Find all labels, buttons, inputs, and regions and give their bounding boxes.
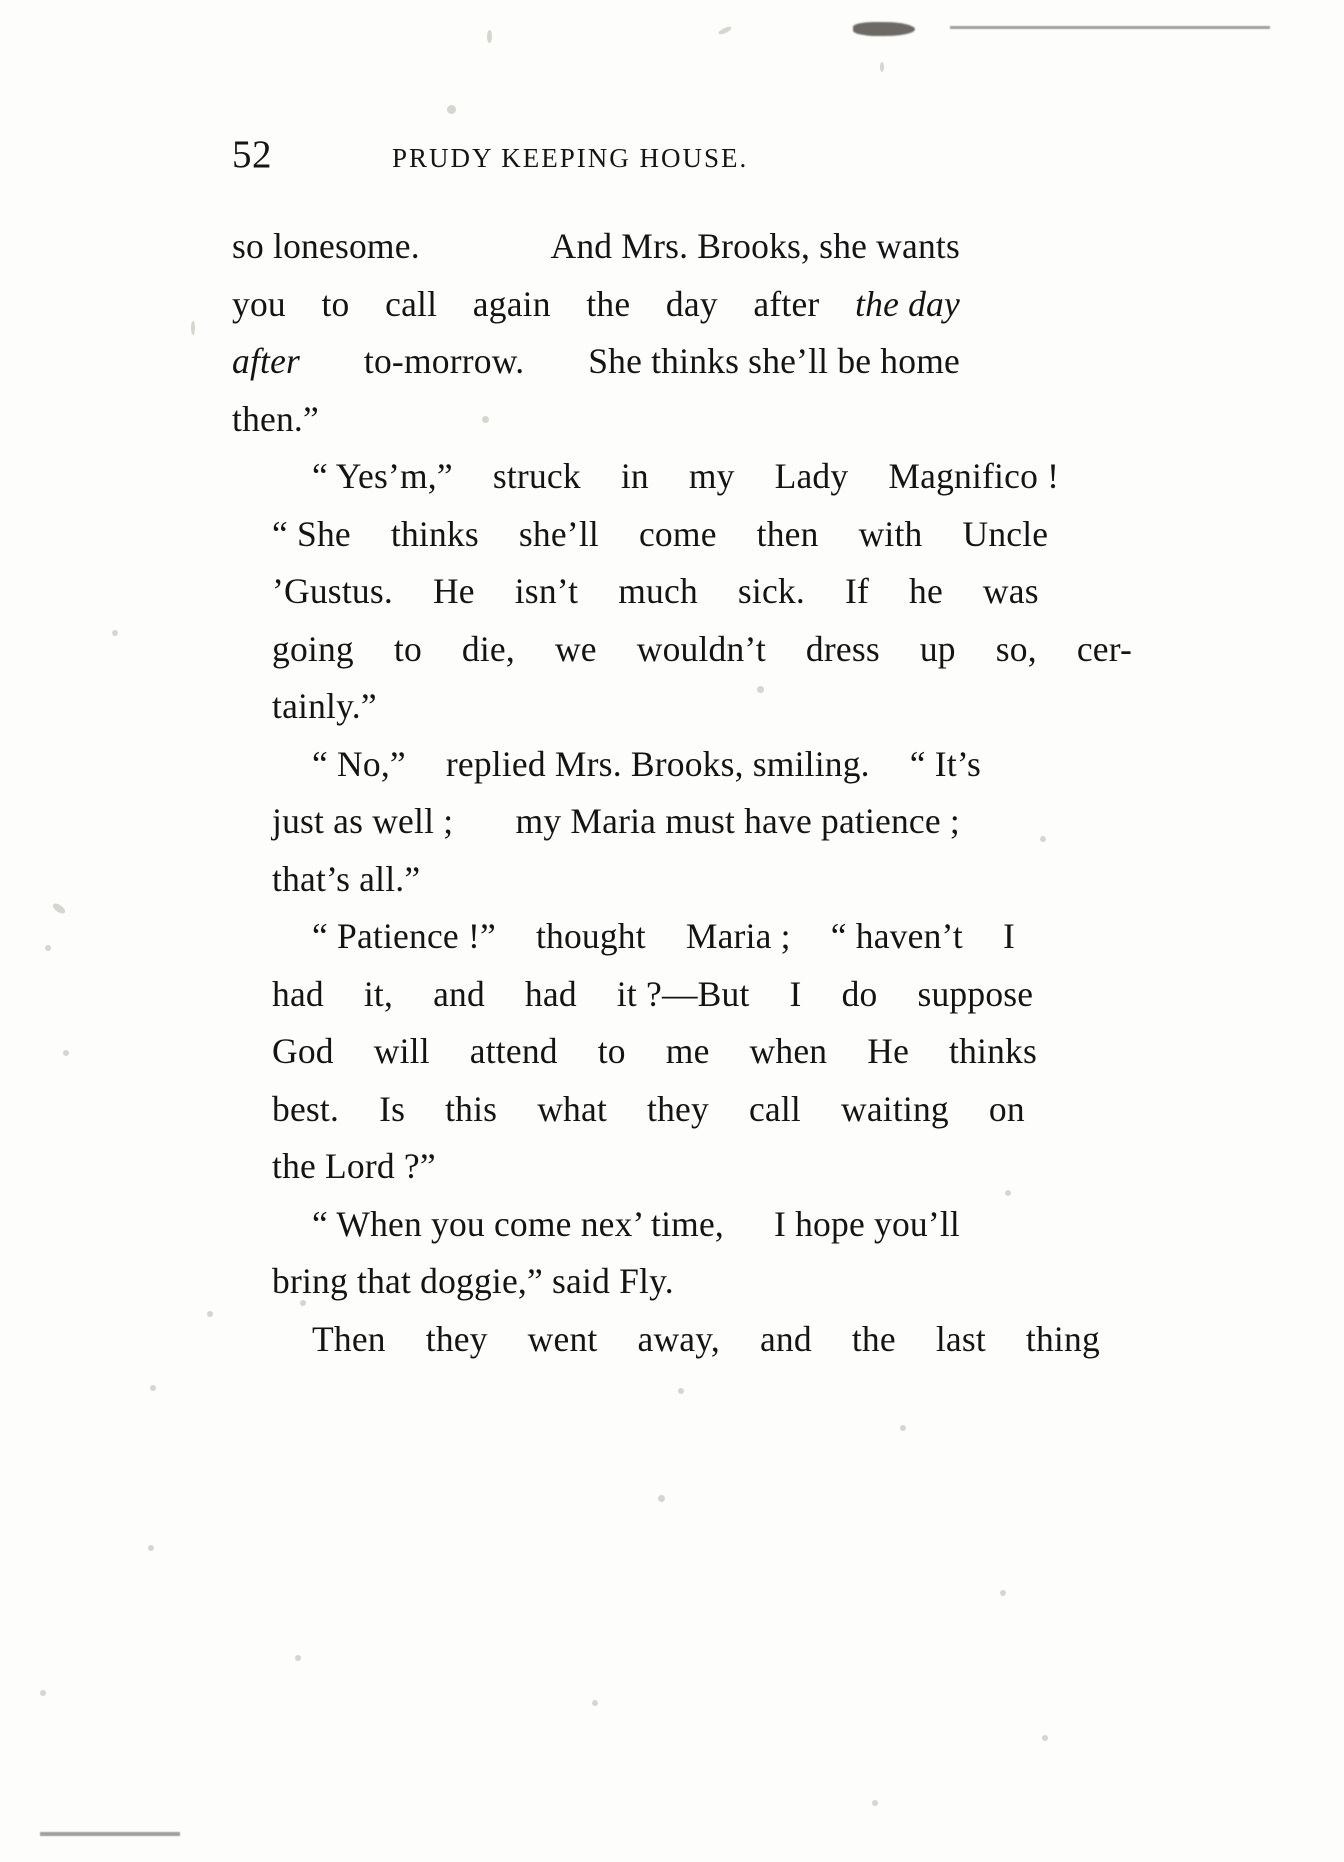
scan-speck — [880, 62, 884, 72]
scan-speck — [658, 1495, 665, 1502]
text-line: then.” — [232, 398, 319, 439]
page-number: 52 — [232, 133, 272, 176]
paragraph-2 — [232, 448, 1133, 736]
text-line: best. Is this what they call waiting on — [272, 1088, 1025, 1129]
scan-speck — [718, 25, 733, 35]
text-line: so lonesome. And Mrs. Brooks, she wants — [232, 226, 960, 266]
scan-speck — [872, 1800, 878, 1806]
scan-speck — [191, 321, 195, 335]
scan-edge-line-top — [950, 26, 1270, 29]
scan-speck — [112, 630, 118, 636]
text-line: “ When you come nex’ time, I hope you’ll — [312, 1203, 960, 1244]
scan-smudge-top — [853, 22, 915, 36]
scan-speck — [45, 945, 51, 951]
scan-speck — [900, 1425, 906, 1431]
running-head-title: PRUDY KEEPING HOUSE. — [392, 143, 749, 173]
scan-speck — [207, 1311, 213, 1317]
paragraph-4 — [232, 908, 1038, 1196]
scan-speck — [150, 1385, 156, 1391]
scan-speck — [1005, 1190, 1011, 1196]
text-line: “ No,” replied Mrs. Brooks, smiling. “ It’s — [312, 743, 981, 784]
scan-speck — [295, 1655, 301, 1661]
text-line: “ She thinks she’ll come then with Uncle — [272, 513, 1049, 554]
italic-phrase: after — [232, 341, 301, 381]
scan-speck — [1000, 1590, 1006, 1596]
paragraph-3 — [232, 736, 981, 909]
text-line: just as well ; my Maria must have patience ; — [272, 801, 960, 841]
text-line: after to-morrow. She thinks she’ll be home — [232, 341, 960, 381]
text-line: Then they went away, and the last thing — [312, 1318, 1100, 1359]
scan-speck — [592, 1700, 598, 1706]
text-line: bring that doggie,” said Fly. — [272, 1261, 674, 1301]
text-line: “ Patience !” thought Maria ; “ haven’t I — [312, 916, 1016, 956]
scan-speck — [51, 902, 66, 916]
scan-speck — [678, 1388, 684, 1394]
scan-speck — [447, 105, 456, 114]
scan-speck — [40, 1690, 46, 1696]
text-line: ’Gustus. He isn’t much sick. If he was — [272, 571, 1039, 611]
paragraph-5 — [232, 1196, 960, 1311]
scan-speck — [63, 1050, 69, 1056]
text-line: the Lord ?” — [272, 1146, 436, 1186]
text-line: God will attend to me when He thinks — [272, 1031, 1038, 1071]
text-line: you to call again the day after the day — [232, 283, 960, 324]
scan-speck — [148, 1545, 154, 1551]
scan-speck — [487, 30, 492, 43]
paragraph-6 — [232, 1311, 1100, 1369]
text-line: tainly.” — [272, 686, 377, 726]
italic-phrase: the day — [855, 283, 960, 324]
text-line: that’s all.” — [272, 858, 421, 899]
body-text — [232, 218, 1133, 1368]
page-header — [232, 132, 962, 177]
scan-speck — [1040, 836, 1046, 842]
text-line: “ Yes’m,” struck in my Lady Magnifico ! — [312, 456, 1060, 496]
scan-speck — [1042, 1735, 1048, 1741]
text-line: had it, and had it ?—But I do suppose — [272, 973, 1034, 1014]
text-line: going to die, we wouldn’t dress up so, cer- — [272, 628, 1133, 669]
scan-edge-line-bottom — [40, 1832, 180, 1836]
paragraph-1 — [232, 218, 960, 448]
